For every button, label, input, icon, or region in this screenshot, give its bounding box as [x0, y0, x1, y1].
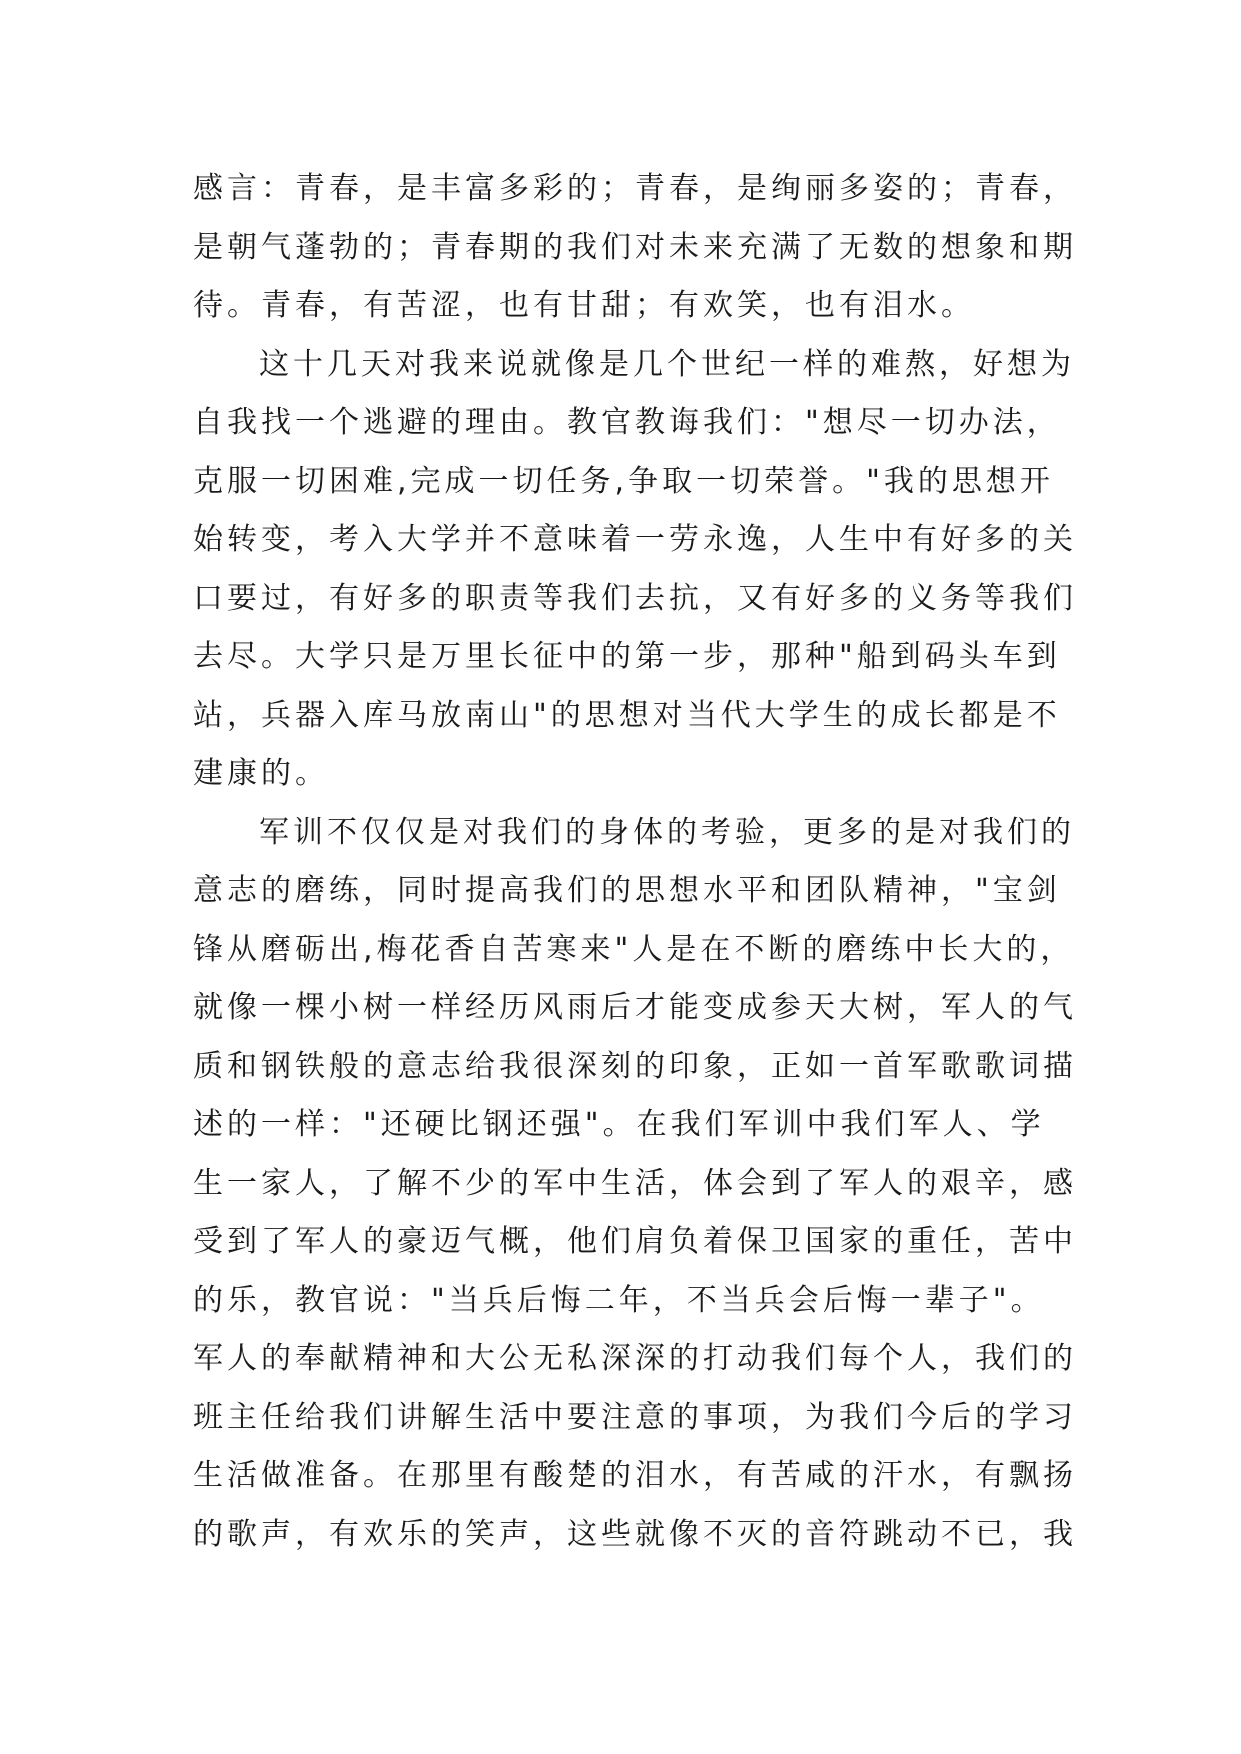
paragraph-first-line: 这十几天对我来说就像是几个世纪一样的难熬，好想为	[259, 346, 1075, 382]
text-line: 锋从磨砺出,梅花香自苦寒来"人是在不断的磨练中长大的，	[193, 931, 1075, 967]
text-line: 的乐，教官说："当兵后悔二年，不当兵会后悔一辈子"。	[193, 1282, 1045, 1318]
text-line: 待。青春，有苦涩，也有甘甜；有欢笑，也有泪水。	[193, 288, 975, 323]
text-line: 述的一样："还硬比钢还强"。在我们军训中我们军人、学	[193, 1107, 1045, 1142]
text-line: 克服一切困难,完成一切任务,争取一切荣誉。"我的思想开	[193, 463, 1054, 499]
text-line: 军人的奉献精神和大公无私深深的打动我们每个人，我们的	[193, 1341, 1077, 1376]
text-line: 就像一棵小树一样经历风雨后才能变成参天大树，军人的气	[193, 990, 1077, 1025]
text-line: 质和钢铁般的意志给我很深刻的印象，正如一首军歌歌词描	[193, 1048, 1077, 1084]
text-line: 是朝气蓬勃的；青春期的我们对未来充满了无数的想象和期	[193, 229, 1077, 265]
text-line: 建康的。	[193, 756, 329, 791]
text-line: 感言：青春，是丰富多彩的；青春，是绚丽多姿的；青春，	[193, 171, 1077, 206]
text-line: 自我找一个逃避的理由。教官教诲我们："想尽一切办法，	[193, 405, 1061, 440]
text-line: 去尽。大学只是万里长征中的第一步，那种"船到码头车到	[193, 639, 1061, 674]
body-text	[193, 160, 1077, 1564]
text-line: 口要过，有好多的职责等我们去抗，又有好多的义务等我们	[193, 580, 1077, 616]
text-line: 班主任给我们讲解生活中要注意的事项，为我们今后的学习	[193, 1399, 1077, 1435]
text-line: 意志的磨练，同时提高我们的思想水平和团队精神，"宝剑	[193, 873, 1061, 908]
text-line: 站，兵器入库马放南山"的思想对当代大学生的成长都是不	[193, 697, 1061, 733]
text-line: 始转变，考入大学并不意味着一劳永逸，人生中有好多的关	[193, 522, 1077, 557]
paragraph-first-line: 军训不仅仅是对我们的身体的考验，更多的是对我们的	[259, 814, 1075, 850]
text-line: 生活做准备。在那里有酸楚的泪水，有苦咸的汗水，有飘扬	[193, 1458, 1077, 1493]
text-line: 生一家人，了解不少的军中生活，体会到了军人的艰辛，感	[193, 1165, 1077, 1201]
text-line: 受到了军人的豪迈气概，他们肩负着保卫国家的重任，苦中	[193, 1224, 1077, 1259]
text-line: 的歌声，有欢乐的笑声，这些就像不灭的音符跳动不已，我	[193, 1516, 1077, 1552]
